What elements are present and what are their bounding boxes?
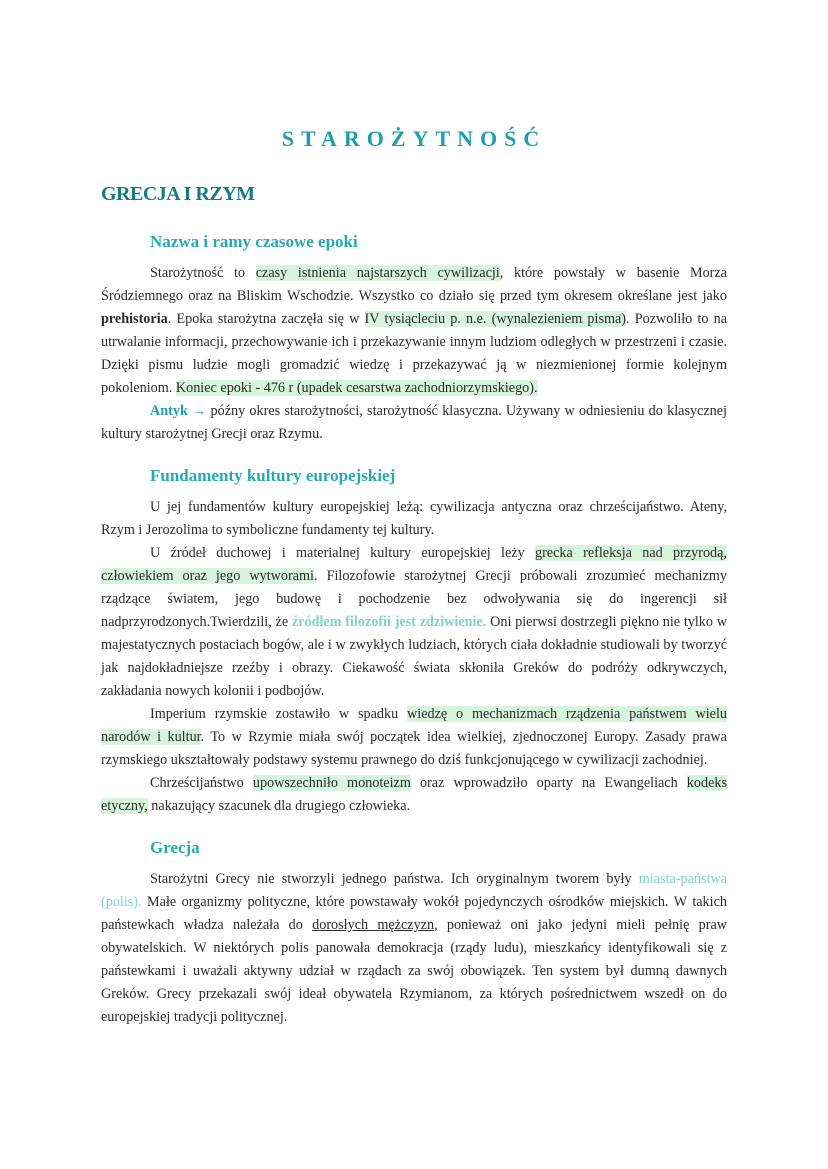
highlight: Koniec epoki - 476 r (upadek cesarstwa zachodniorzymskiego). — [175, 380, 538, 396]
highlight: IV tysiącleciu p. n.e. (wynalezieniem pisma) — [364, 311, 627, 327]
text: nakazujący szacunek dla drugiego człowieka. — [147, 798, 411, 814]
highlight: czasy istnienia najstarszych cywilizacji — [255, 265, 500, 281]
highlight: kodeks etyczny, — [101, 775, 727, 814]
section-title-grecja: Grecja — [150, 838, 200, 857]
text: Imperium rzymskie zostawiło w spadku — [150, 706, 408, 722]
text: , ponieważ oni jako jedyni mieli pełnię praw obywatelskich. W niektórych polis panowała demokracja (rządy ludu), mieszkańcy identyfikowali się z państewkami i uważali aktywny udział w rządach za swój obowiązek. Ten system był dumną dawnych Greków. Grecy przekazali swój ideał obywatela Rzymianom, za których pośrednictwem wszedł on do europejskiej tradycji politycznej. — [101, 917, 727, 1025]
text: Starożytność to — [150, 265, 256, 281]
text: . Filozofowie starożytnej Grecji próbowali zrozumieć mechanizmy rządzące światem, jego budowę i pochodzenie bez odwoływania się do ingerencji sił nadprzyrodzonych.Twierdzili, że — [101, 568, 727, 630]
section-body-grecja — [101, 868, 727, 1029]
highlight: grecka refleksja nad przyrodą, człowiekiem oraz jego wytworami — [101, 545, 727, 584]
paragraph — [101, 772, 727, 818]
paragraph — [101, 400, 727, 446]
paragraph — [101, 542, 727, 703]
highlight: upowszechniło monoteizm — [252, 775, 411, 791]
text: Chrześcijaństwo — [150, 775, 253, 791]
text: . Pozwoliło to na utrwalanie informacji, przechowywanie ich i przekazywanie innym ludziom odległych w przestrzeni i czasie. Dzięki pismu ludzie mogli gromadzić wiedzę i przekazywać ją w niezmienionej formie kolejnym pokoleniom. — [101, 311, 728, 396]
text: . To w Rzymie miała swój początek idea wielkiej, zjednoczonej Europy. Zasady prawa rzymskiego ukształtowały podstawy systemu prawnego do dziś funkcjonującego w cywilizacji zachodniej. — [101, 729, 727, 768]
section-body-fundamenty — [101, 496, 727, 818]
emphasis: miasta-państwa (polis). — [101, 871, 727, 910]
document-title: STAROŻYTNOŚĆ — [281, 126, 547, 151]
paragraph — [101, 868, 727, 1029]
paragraph — [101, 262, 727, 400]
term-antyk: Antyk → — [150, 403, 207, 419]
text: U źródeł duchowej i materialnej kultury europejskiej leży — [150, 545, 535, 561]
section-title-epoka: Nazwa i ramy czasowe epoki — [150, 232, 358, 251]
text: oraz wprowadziło oparty na Ewangeliach — [410, 775, 687, 791]
section-body-epoka — [101, 262, 727, 446]
emphasis: źródłem filozofii jest zdziwienie. — [291, 614, 487, 630]
text: późny okres starożytności, starożytność klasyczna. Używany w odniesieniu do klasycznej kultury starożytnej Grecji oraz Rzymu. — [101, 403, 727, 442]
text: Oni pierwsi dostrzegli piękno nie tylko w majestatycznych postaciach bogów, ale i w zwykłych ludziach, których ciała dokładnie studiowali by tworzyć jak najdokładniejsze rzeźby i obrazy. Ciekawość świata skłoniła Greków do podróży odkrywczych, zakładania nowych kolonii i podbojów. — [101, 614, 727, 699]
underlined-term: dorosłych mężczyzn — [312, 917, 435, 933]
text: Małe organizmy polityczne, które powstawały wokół pojedynczych ośrodków miejskich. W takich państewkach władza należała do — [101, 894, 727, 933]
text: . Epoka starożytna zaczęła się w — [167, 311, 365, 327]
text: Starożytni Grecy nie stworzyli jednego państwa. Ich oryginalnym tworem były — [150, 871, 639, 887]
bold-term: prehistoria — [101, 311, 168, 327]
highlight: wiedzę o mechanizmach rządzenia państwem wielu narodów i kultur — [101, 706, 727, 745]
text: , które powstały w basenie Morza Śródziemnego oraz na Bliskim Wschodzie. Wszystko co działo się przed tym okresem określane jest jako — [101, 265, 727, 304]
paragraph — [101, 703, 727, 772]
paragraph: U jej fundamentów kultury europejskiej leżą: cywilizacja antyczna oraz chrześcijaństwo. Ateny, Rzym i Jerozolima to symboliczne fundamenty tej kultury. — [101, 499, 727, 538]
section-title-fundamenty: Fundamenty kultury europejskiej — [150, 466, 396, 485]
main-heading: GRECJA I RZYM — [101, 183, 255, 205]
